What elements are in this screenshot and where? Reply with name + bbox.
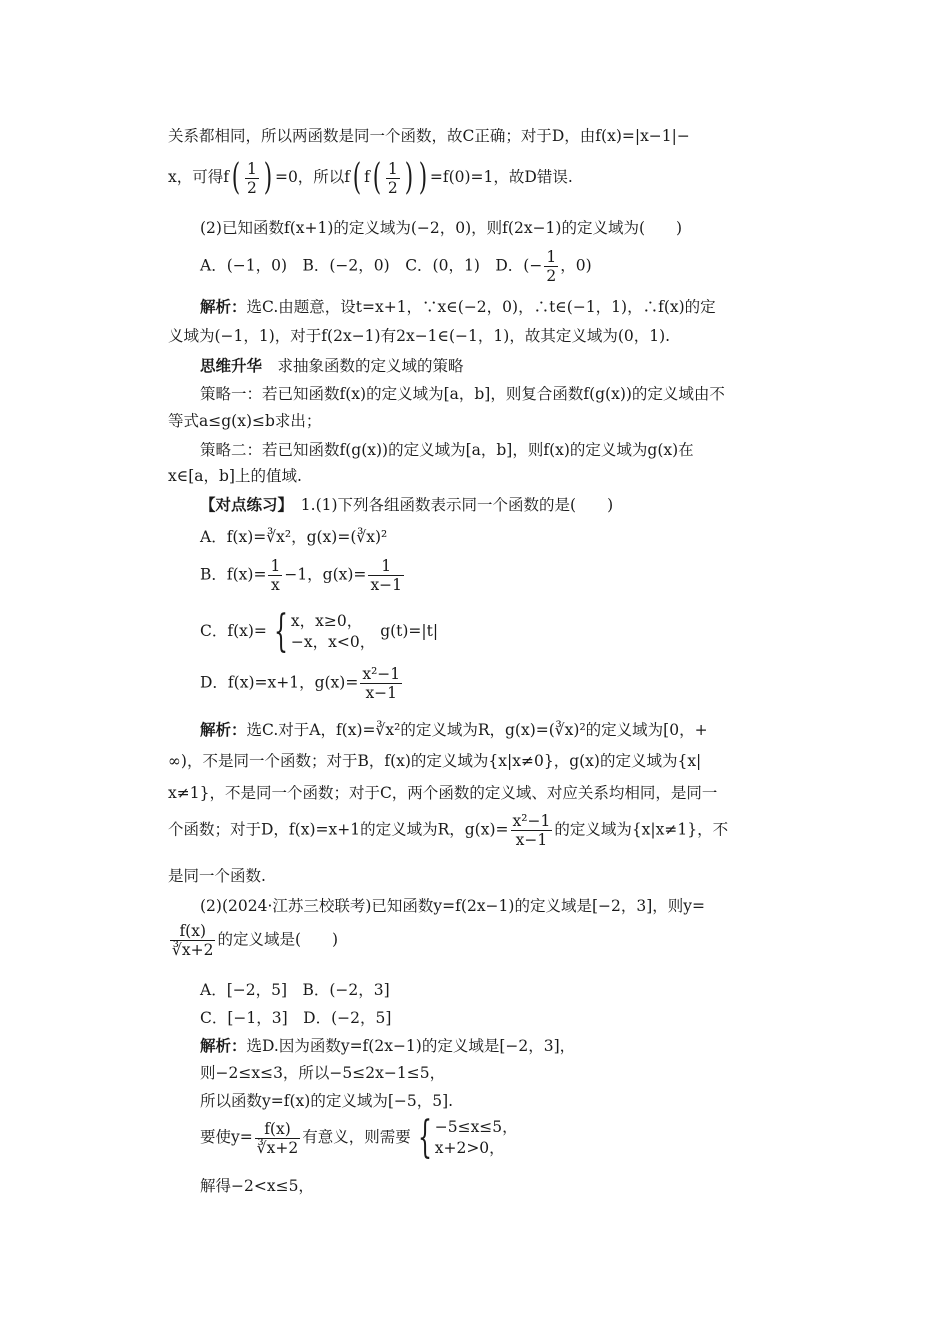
text-line-nested [168, 158, 573, 202]
paren-open: ( [372, 157, 382, 198]
question-3-options: C．[−1，3] D．(−2，5] [200, 1009, 392, 1027]
brace-open: { [417, 1112, 432, 1163]
fraction-numerator: 1 [368, 557, 404, 576]
options-text: ，0) [560, 256, 592, 275]
duidian-label: 【对点练习】 [200, 495, 286, 514]
case-line: x+2>0， [434, 1139, 505, 1157]
solution-text: 选C.由题意，设t=x+1，∵x∈(−2，0)，∴t∈(−1，1)，∴f(x)的定 [246, 298, 716, 316]
options-text: A．(−1，0) B．(−2，0) C．(0，1) D．(− [200, 256, 543, 275]
strategy-2-cont: x∈[a，b]上的值域. [168, 467, 302, 485]
question-2: (2)已知函数f(x+1)的定义域为(−2，0)，则f(2x−1)的定义域为( ) [200, 219, 683, 237]
fraction-numerator: 1 [546, 248, 557, 266]
fraction-numerator: 1 [387, 159, 398, 178]
jiexi-label: 解析： [200, 297, 247, 316]
option-text: C．f(x)= [200, 622, 267, 640]
fraction-denominator: ∛x+2 [172, 941, 214, 959]
jiexi-label: 解析： [200, 1036, 247, 1055]
fraction-denominator: 2 [247, 178, 257, 197]
fraction-denominator: x [271, 576, 280, 594]
strategy-2: 策略二：若已知函数f(g(x))的定义域为[a，b]，则f(x)的定义域为g(x)在 [200, 441, 694, 459]
fraction-numerator: f(x) [170, 922, 215, 941]
solution-line: 义域为(−1，1)，对于f(2x−1)有2x−1∈(−1，1)，故其定义域为(0，1). [168, 327, 671, 345]
jiexi-label: 解析： [200, 720, 247, 739]
fraction-half [386, 160, 400, 197]
question-3: (2)(2024·江苏三校联考)已知函数y=f(2x−1)的定义域是[−2，3]，则y= [200, 897, 706, 915]
solution-text: 个函数；对于D，f(x)=x+1的定义域为R，g(x)= [168, 820, 509, 839]
question-2-options [200, 248, 592, 292]
case-line: x，x≥0， [290, 612, 363, 630]
piecewise-cases [435, 1117, 518, 1159]
option-text: −1，g(x)= [284, 565, 367, 584]
option-b [200, 557, 406, 601]
option-d [200, 665, 404, 709]
solution-line: x≠1}，不是同一个函数；对于C，两个函数的定义域、对应关系均相同，是同一 [168, 784, 718, 802]
solution-line [168, 812, 728, 858]
paren-close: ) [418, 157, 428, 198]
question-3-cont [168, 922, 338, 968]
siwei-text: 求抽象函数的定义域的策略 [277, 357, 464, 375]
text-segment: f [364, 168, 370, 186]
solution-text: 选C.对于A，f(x)=∛x²的定义域为R，g(x)=(∛x)²的定义域为[0，+ [246, 721, 708, 739]
fraction-denominator: 2 [387, 178, 398, 197]
fraction-numerator: 1 [247, 159, 257, 178]
option-text: g(t)=|t| [380, 622, 439, 640]
practice-heading [200, 495, 613, 515]
text-segment: =0，所以f [274, 168, 351, 186]
fraction-numerator: 1 [270, 557, 281, 575]
practice-question: 1.(1)下列各组函数表示同一个函数的是( ) [300, 496, 614, 514]
text-line: 关系都相同，所以两函数是同一个函数，故C正确；对于D，由f(x)=|x−1|− [168, 127, 690, 145]
paren-open: ( [352, 157, 362, 198]
question-3-options: A．[−2，5] B．(−2，3] [200, 981, 390, 999]
piecewise-cases [291, 611, 375, 653]
solution-line: 是同一个函数. [168, 867, 266, 885]
strategy-1-cont: 等式a≤g(x)≤b求出； [168, 412, 322, 430]
fraction-numerator: x²−1 [362, 665, 401, 683]
solution-text: 选D.因为函数y=f(2x−1)的定义域是[−2，3]， [246, 1037, 576, 1055]
solution-line: 解得−2<x≤5， [200, 1177, 314, 1195]
paren-close: ) [263, 157, 273, 198]
fraction-numerator: f(x) [255, 1120, 300, 1139]
solution-line: 则−2≤x≤3，所以−5≤2x−1≤5， [200, 1064, 446, 1082]
solution-line [200, 1112, 518, 1166]
solution-line [200, 720, 708, 740]
strategy-1: 策略一：若已知函数f(x)的定义域为[a，b]，则复合函数f(g(x))的定义域由不 [200, 385, 725, 403]
fraction-denominator: x−1 [365, 684, 398, 702]
solution-line [200, 297, 716, 317]
case-line: −5≤x≤5， [434, 1118, 518, 1136]
solution-text: 要使y= [200, 1128, 253, 1146]
fraction-denominator: ∛x+2 [256, 1138, 299, 1157]
fraction [511, 812, 553, 849]
option-text: B．f(x)= [200, 565, 267, 584]
fraction-half [245, 160, 259, 197]
option-c [200, 606, 439, 657]
fraction-denominator: 2 [546, 267, 557, 285]
fraction-numerator: x²−1 [512, 812, 551, 830]
fraction-denominator: x−1 [370, 576, 403, 594]
siwei-heading [200, 356, 464, 376]
text-segment: =f(0)=1，故D错误. [429, 168, 573, 186]
fraction [368, 557, 404, 594]
question-text: 的定义域是( ) [217, 930, 339, 949]
fraction-denominator: x−1 [515, 831, 548, 849]
solution-text: 有意义，则需要 [302, 1128, 411, 1146]
siwei-label: 思维升华 [200, 356, 263, 375]
fraction [170, 922, 215, 959]
paren-close: ) [404, 157, 414, 198]
fraction [360, 665, 402, 702]
solution-text: 的定义域为{x|x≠1}，不 [554, 820, 729, 839]
text-segment: x，可得f [168, 168, 229, 186]
option-a: A．f(x)=∛x²，g(x)=(∛x)² [200, 528, 388, 546]
case-line: −x，x<0， [290, 633, 376, 651]
solution-line: 所以函数y=f(x)的定义域为[−5，5]. [200, 1092, 454, 1110]
option-text: D．f(x)=x+1，g(x)= [200, 673, 359, 692]
fraction [268, 557, 282, 594]
brace-open: { [273, 606, 288, 657]
solution-line [200, 1036, 575, 1056]
paren-open: ( [231, 157, 241, 198]
fraction [255, 1120, 300, 1157]
fraction-half [544, 248, 558, 285]
solution-line: ∞)，不是同一个函数；对于B，f(x)的定义域为{x|x≠0}，g(x)的定义域为{x| [168, 752, 702, 770]
